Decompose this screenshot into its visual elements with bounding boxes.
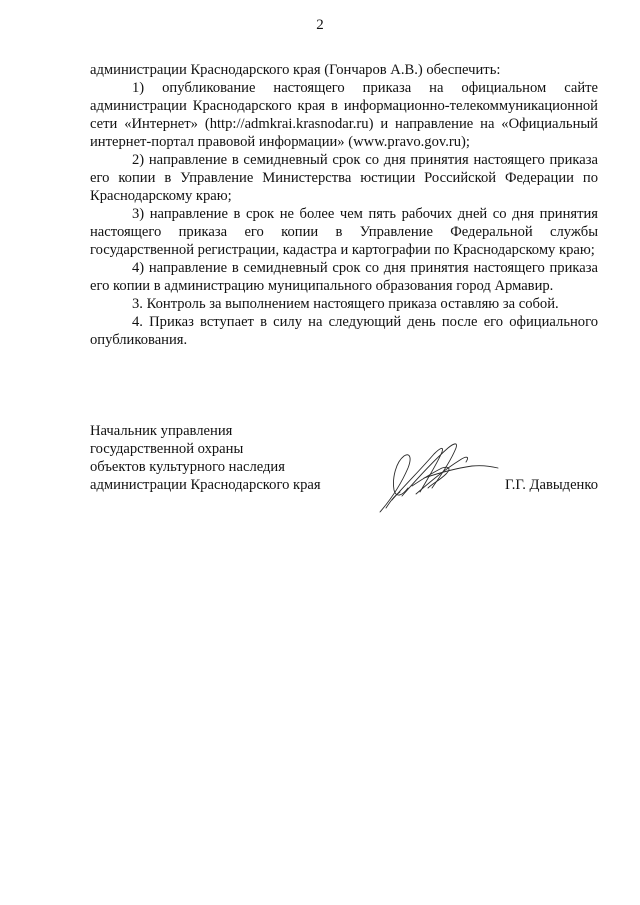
handwritten-signature <box>372 438 502 518</box>
signatory-title-line: государственной охраны <box>90 441 244 457</box>
signatory-name: Г.Г. Давыденко <box>504 477 598 493</box>
signatory-title <box>90 422 350 494</box>
paragraph-clause-3: 3. Контроль за выполнением настоящего приказа оставляю за собой. <box>132 296 559 312</box>
signatory-title-line: администрации Краснодарского края <box>90 477 321 493</box>
signature-block <box>90 422 598 512</box>
signatory-title-line: объектов культурного наследия <box>90 459 285 475</box>
paragraph-item-4: 4) направление в семидневный срок со дня принятия настоящего приказа его копии в администрацию муниципального образования город Армавир. <box>90 260 598 294</box>
paragraph-item-3: 3) направление в срок не более чем пять рабочих дней со дня принятия настоящего приказа его копии в Управление Федеральной службы государственной регистрации, кадастра и картографии по Краснодарскому краю; <box>90 206 598 258</box>
document-body <box>90 61 598 349</box>
paragraph-item-2: 2) направление в семидневный срок со дня принятия настоящего приказа его копии в Управление Министерства юстиции Российской Федерации по Краснодарскому краю; <box>90 152 598 204</box>
paragraph-clause-4: 4. Приказ вступает в силу на следующий день после его официального опубликования. <box>90 314 598 348</box>
signatory-title-line: Начальник управления <box>90 423 233 439</box>
paragraph-item-1: 1) опубликование настоящего приказа на официальном сайте администрации Краснодарского края в информационно-телекоммуникационной сети «Интернет» (http://admkrai.krasnodar.ru) и направление на «Официальный интернет-портал правовой информации» (www.pravo.gov.ru); <box>90 80 598 150</box>
paragraph-intro: администрации Краснодарского края (Гончаров А.В.) обеспечить: <box>90 62 501 78</box>
page-number: 2 <box>316 17 324 33</box>
